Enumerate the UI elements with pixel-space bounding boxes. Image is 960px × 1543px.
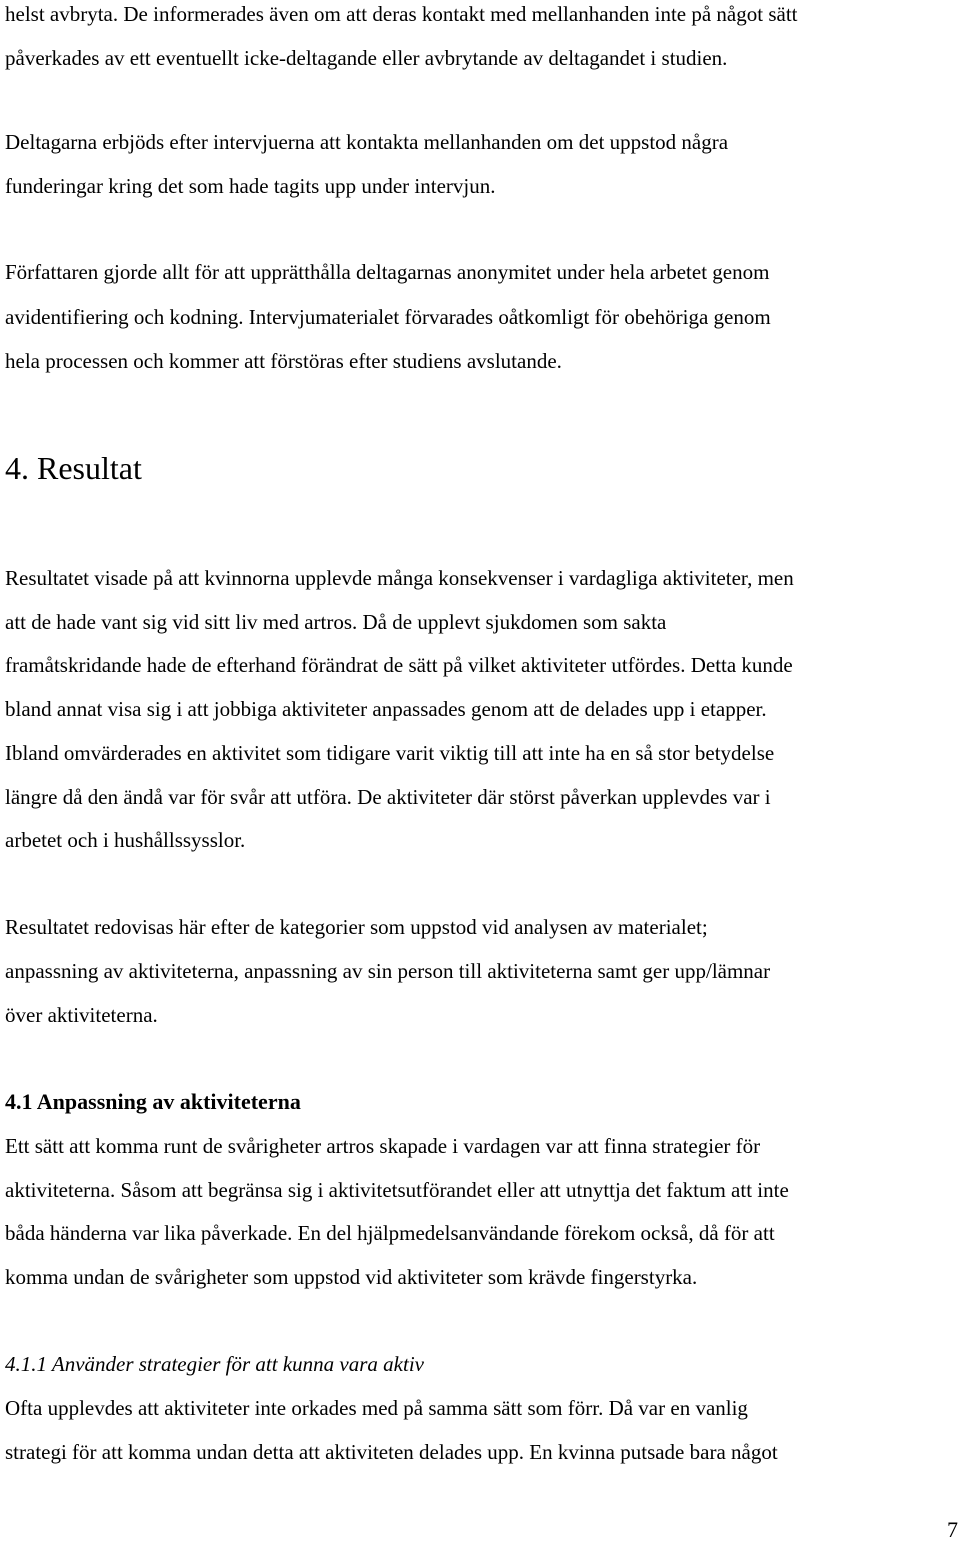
section-heading-resultat: 4. Resultat	[5, 450, 142, 486]
text-line: Ett sätt att komma runt de svårigheter artros skapade i vardagen var att finna strategier för	[5, 1134, 761, 1158]
text-line: Författaren gjorde allt för att upprätthålla deltagarnas anonymitet under hela arbetet genom	[5, 260, 770, 284]
text-line: Resultatet redovisas här efter de kategorier som uppstod vid analysen av materialet;	[5, 915, 708, 939]
text-line: båda händerna var lika påverkade. En del hjälpmedelsanvändande förekom också, då för att	[5, 1221, 775, 1245]
text-line: Ibland omvärderades en aktivitet som tidigare varit viktig till att inte ha en så stor betydelse	[5, 741, 775, 765]
subsection-heading-anpassning: 4.1 Anpassning av aktiviteterna	[5, 1089, 301, 1114]
subsubsection-heading-strategier: 4.1.1 Använder strategier för att kunna vara aktiv	[5, 1352, 424, 1376]
text-line: Ofta upplevdes att aktiviteter inte orkades med på samma sätt som förr. Då var en vanlig	[5, 1396, 748, 1420]
text-line: komma undan de svårigheter som uppstod vid aktiviteter som krävde fingerstyrka.	[5, 1265, 698, 1289]
text-line: längre då den ändå var för svår att utföra. De aktiviteter där störst påverkan upplevdes var i	[5, 785, 771, 809]
text-line: funderingar kring det som hade tagits upp under intervjun.	[5, 174, 496, 198]
text-line: påverkades av ett eventuellt icke-deltagande eller avbrytande av deltagandet i studien.	[5, 46, 728, 70]
text-line: Resultatet visade på att kvinnorna upplevde många konsekvenser i vardagliga aktiviteter, men	[5, 566, 794, 590]
text-line: helst avbryta. De informerades även om att deras kontakt med mellanhanden inte på något sätt	[5, 2, 798, 26]
text-line: Deltagarna erbjöds efter intervjuerna att kontakta mellanhanden om det uppstod några	[5, 130, 729, 154]
text-line: strategi för att komma undan detta att aktiviteten delades upp. En kvinna putsade bara något	[5, 1440, 778, 1464]
text-line: att de hade vant sig vid sitt liv med artros. Då de upplevt sjukdomen som sakta	[5, 610, 667, 634]
text-line: hela processen och kommer att förstöras efter studiens avslutande.	[5, 349, 562, 373]
text-line: aktiviteterna. Såsom att begränsa sig i aktivitetsutförandet eller att utnyttja det faktum att inte	[5, 1178, 789, 1202]
text-line: framåtskridande hade de efterhand förändrat de sätt på vilket aktiviteter utfördes. Detta kunde	[5, 653, 793, 677]
text-line: arbetet och i hushållssysslor.	[5, 828, 246, 852]
text-line: bland annat visa sig i att jobbiga aktiviteter anpassades genom att de delades upp i etapper.	[5, 697, 767, 721]
text-line: anpassning av aktiviteterna, anpassning av sin person till aktiviteterna samt ger upp/lämnar	[5, 959, 771, 983]
page-number: 7	[947, 1517, 958, 1542]
text-line: över aktiviteterna.	[5, 1003, 158, 1027]
text-line: avidentifiering och kodning. Intervjumaterialet förvarades oåtkomligt för obehöriga genom	[5, 305, 771, 329]
